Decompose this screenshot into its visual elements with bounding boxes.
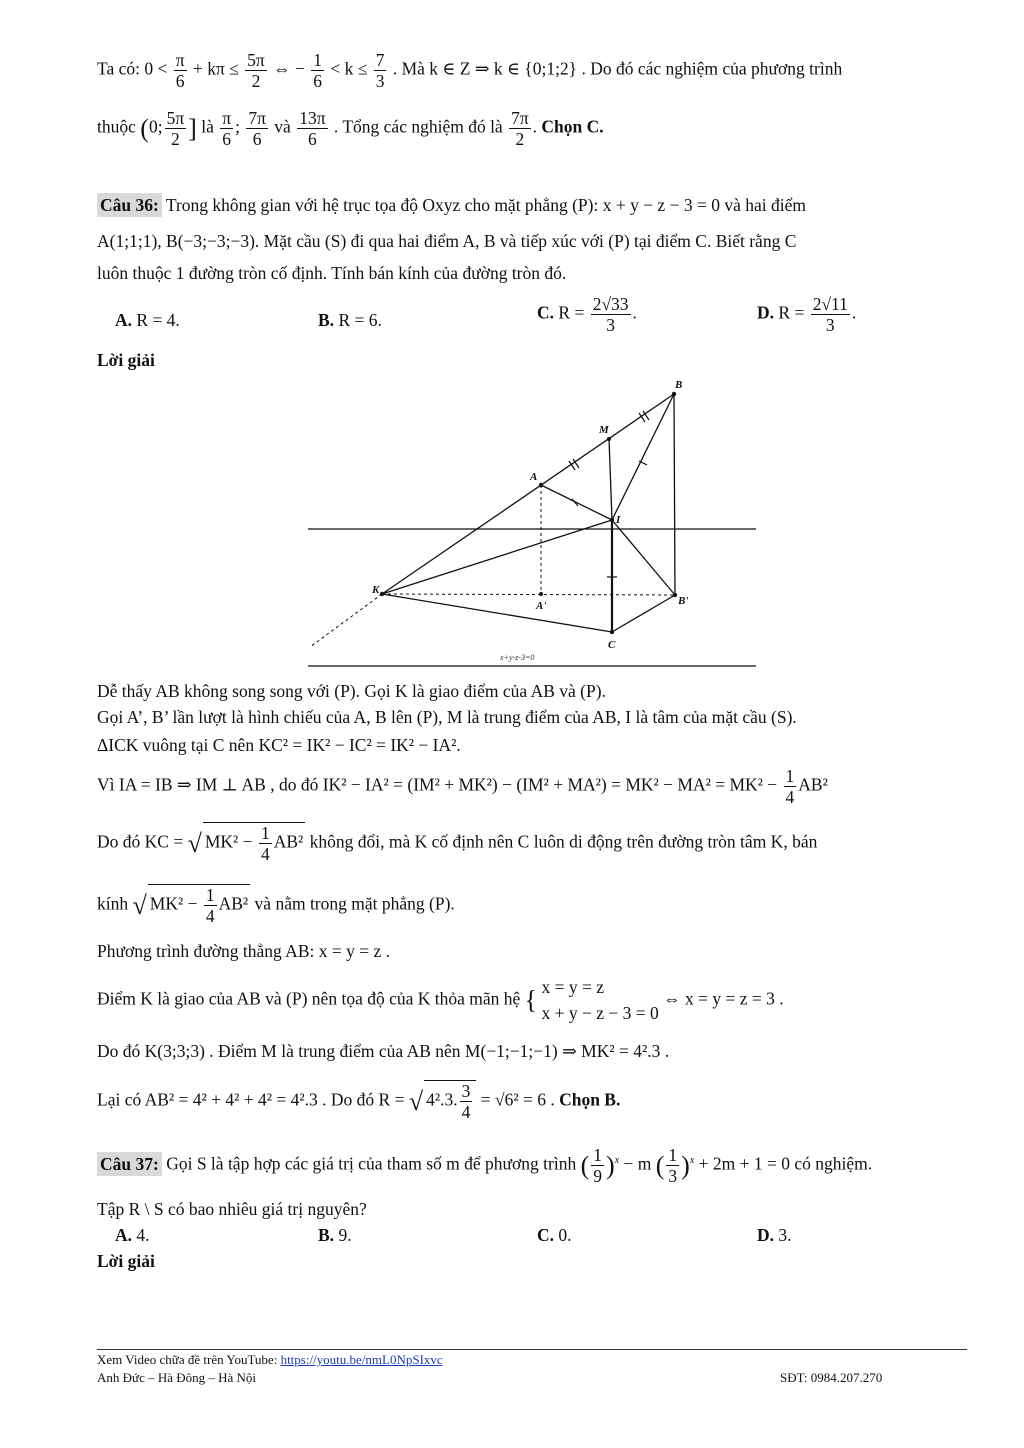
intro-text: + kπ ≤: [192, 58, 239, 79]
intro-text: . Mà k ∈ Z ⇒ k ∈ {0;1;2} . Do đó các nghiệm của phương trình: [392, 58, 843, 79]
solution-line: kính √ MK² − $\frac{1}{4}$ AB² và nằm trong mặt phẳng (P).: [97, 885, 455, 927]
line-kc: [382, 594, 612, 632]
fraction: $\frac{7\pi}{2}$: [511, 108, 529, 150]
footer-author: Anh Đức – Hà Đông – Hà Nội: [97, 1370, 257, 1385]
line-bi: [612, 394, 674, 520]
intro-text: ⇔ −: [273, 58, 305, 79]
label-a: A: [530, 471, 538, 483]
label-i: I: [616, 514, 621, 526]
fraction: $\frac{\pi}{6}$: [175, 50, 185, 92]
intro-text: thuộc: [97, 116, 136, 137]
solution-line: Vì IA = IB ⇒ IM ⊥ AB , do đó IK² − IA² = (IM² + MK²) − (IM² + MA²) = MK² − MA² = MK² − $\frac{1}{4}$ AB²: [97, 766, 828, 808]
solution-line: Dễ thấy AB không song song với (P). Gọi K là giao điểm của AB và (P).: [97, 681, 606, 701]
label-c: C: [608, 639, 616, 651]
solution-line: Gọi A’, B’ lần lượt là hình chiếu của A, B lên (P), M là trung điểm của AB, I là tâm của mặt cầu (S).: [97, 707, 797, 727]
question-text: Trong không gian với hệ trục tọa độ Oxyz cho mặt phẳng (P): x + y − z − 3 = 0 và hai điểm: [165, 195, 806, 215]
solution-line: Phương trình đường thẳng AB: x = y = z .: [97, 941, 390, 961]
label-b-prime: B': [678, 595, 689, 607]
option-a: A. 4.: [115, 1225, 150, 1245]
intro-text: ;: [235, 116, 240, 137]
option-d: D. 3.: [757, 1225, 792, 1245]
line-ki: [382, 520, 612, 594]
intro-text: < k ≤: [330, 58, 368, 79]
fraction: $\frac{1}{6}$: [313, 50, 322, 92]
line-bb: [674, 394, 675, 595]
label-k: K: [372, 584, 380, 596]
intro-text: . Tổng các nghiệm đó là: [333, 116, 503, 137]
q36-line-1: [97, 194, 806, 218]
solution-line: Do đó K(3;3;3) . Điểm M là trung điểm của AB nên M(−1;−1;−1) ⇒ MK² = 4².3 .: [97, 1041, 670, 1061]
solution-line: Lại có AB² = 4² + 4² + 4² = 4².3 . Do đó R = √ 4².3. $\frac{3}{4}$ = √6² = 6 . Chọn B.: [97, 1081, 621, 1123]
option-a: A. R = 4.: [115, 310, 180, 330]
question-label: Câu 36:: [97, 193, 162, 217]
intro-text: và: [274, 116, 291, 137]
fraction: $\frac{7}{3}$: [375, 50, 385, 92]
question-label: Câu 37:: [97, 1152, 162, 1176]
fraction: $\frac{13\pi}{6}$: [299, 108, 326, 150]
label-m: M: [599, 424, 609, 436]
solution-line: Do đó KC = √ MK² − $\frac{1}{4}$ AB² không đổi, mà K cố định nên C luôn di động trên đường tròn tâm K, bán: [97, 823, 818, 865]
bracket: (: [140, 114, 149, 144]
option-b: B. R = 6.: [318, 310, 382, 330]
line-kb-prime: [382, 594, 675, 595]
option-c: C. 0.: [537, 1225, 572, 1245]
line-mi: [609, 439, 612, 520]
line-extension: [310, 594, 382, 647]
solution-line: ΔICK vuông tại C nên KC² = IK² − IC² = IK² − IA².: [97, 735, 461, 755]
question-text: luôn thuộc 1 đường tròn cố định. Tính bán kính của đường tròn đó.: [97, 263, 567, 283]
plane-label: x+y-z-3=0: [500, 653, 535, 662]
label-a-prime: A': [536, 600, 547, 612]
fraction: $\frac{5\pi}{2}$: [166, 108, 185, 150]
fraction: $\frac{5\pi}{2}$: [247, 50, 265, 92]
fraction: $\frac{\pi}{6}$: [222, 108, 232, 150]
intro-text: là: [201, 116, 214, 137]
youtube-link[interactable]: https://youtu.be/nmL0NpSIxvc: [280, 1352, 443, 1367]
line-ib: [612, 520, 675, 595]
option-b: B. 9.: [318, 1225, 352, 1245]
option-c: C. R = $\frac{2√33}{3}$ .: [537, 294, 637, 336]
option-d: D. R = $\frac{2√11}{3}$ .: [757, 294, 857, 336]
line-kb: [382, 394, 674, 594]
intro-line-1: [97, 50, 842, 91]
footer-phone: SĐT: 0984.207.270: [780, 1370, 883, 1385]
q36-line-3: [97, 262, 566, 286]
line-ai: [541, 485, 612, 520]
geometry-figure: [300, 375, 765, 670]
footer-video: Xem Video chữa đề trên YouTube: https://youtu.be/nmL0NpSIxvc: [97, 1352, 443, 1367]
bracket: ]: [188, 114, 197, 144]
solution-line: Điểm K là giao của AB và (P) nên tọa độ của K thỏa mãn hệ { x = y = z x + y − z − 3 = 0 ⇔ x = y = z = 3 .: [97, 977, 784, 1024]
solution-heading: Lời giải: [97, 1251, 155, 1271]
intro-text: 0;: [148, 116, 163, 137]
answer-choice: Chọn C.: [541, 116, 604, 137]
footer-divider: [97, 1349, 967, 1350]
line-cb: [612, 595, 675, 632]
q36-line-2: [97, 230, 796, 254]
q37-line-1: Câu 37: Gọi S là tập hợp các giá trị của tham số m để phương trình ( $\frac{1}{9}$ )$^x$ − m ( $\frac{1}{3}$ )$^x$ + 2m + 1 = 0 có nghiệm.: [97, 1145, 872, 1186]
fraction: $\frac{7\pi}{6}$: [248, 108, 266, 150]
q37-line-2: Tập R \ S có bao nhiêu giá trị nguyên?: [97, 1199, 367, 1219]
intro-text: Ta có: 0 <: [97, 58, 168, 79]
solution-heading: Lời giải: [97, 350, 155, 370]
label-b: B: [675, 379, 683, 391]
intro-line-2: thuộc (0; $\frac{5\pi}{2}$ ] là $\frac{\pi}{6}$ ; $\frac{7\pi}{6}$ và $\frac{13\pi}{6}$ . Tổng các nghiệm đó là $\frac{7\pi}{2}$ . Chọn C.: [97, 108, 604, 150]
question-text: A(1;1;1), B(−3;−3;−3). Mặt cầu (S) đi qua hai điểm A, B và tiếp xúc với (P) tại điểm C. Biết rằng C: [97, 231, 797, 251]
